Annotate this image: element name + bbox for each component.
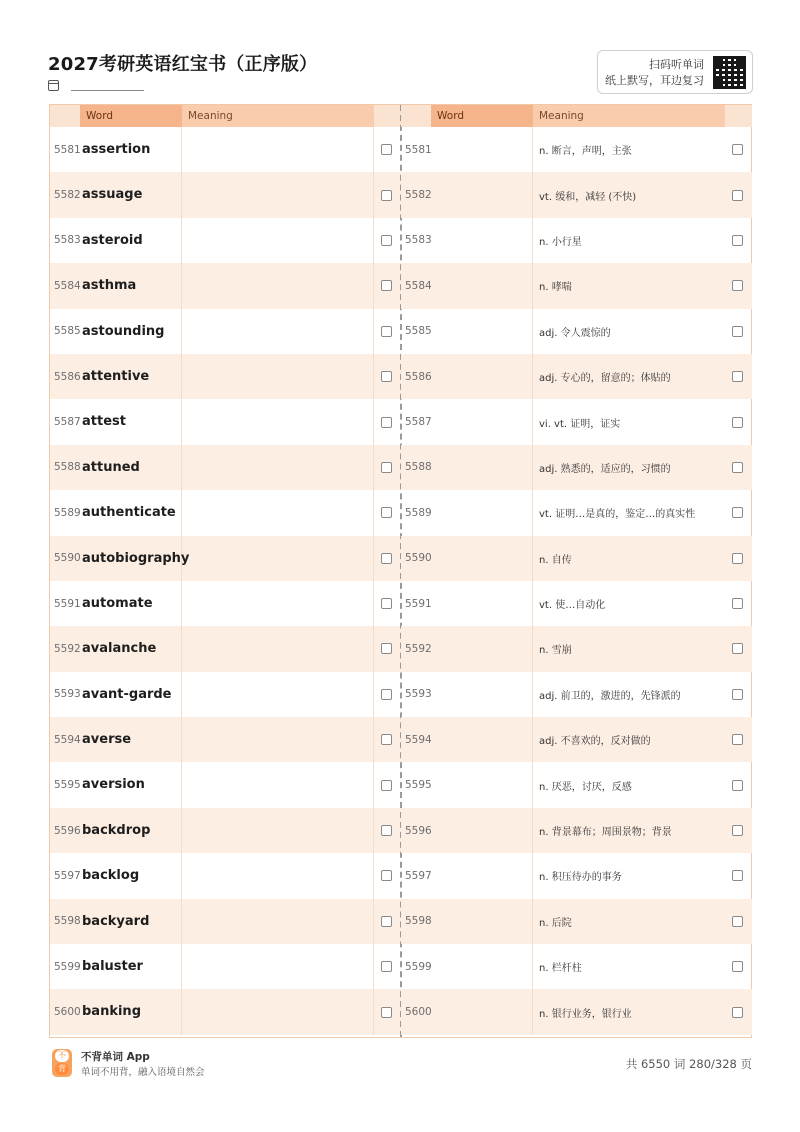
table-row xyxy=(50,944,401,989)
header-meaning: Meaning xyxy=(533,105,725,127)
meaning-blank xyxy=(182,808,374,853)
header-word: Word xyxy=(80,105,182,127)
checkbox-cell xyxy=(725,916,750,927)
row-number: 5587 xyxy=(54,416,81,429)
row-number: 5585 xyxy=(54,325,81,338)
table-row xyxy=(401,762,752,807)
row-number: 5581 xyxy=(405,143,432,156)
checkbox-cell xyxy=(374,689,399,700)
table-row xyxy=(401,445,752,490)
checkbox-icon[interactable] xyxy=(732,825,743,836)
word-text: automate xyxy=(80,581,182,626)
meaning-text: vt. 缓和，减轻 (不快) xyxy=(539,191,637,203)
checkbox-cell xyxy=(374,190,399,201)
row-number: 5597 xyxy=(405,869,432,882)
word-text: attuned xyxy=(80,445,182,490)
checkbox-cell xyxy=(374,553,399,564)
row-number: 5589 xyxy=(405,506,432,519)
word-blank xyxy=(431,853,533,898)
row-number: 5592 xyxy=(405,642,432,655)
meaning-text: adj. 不喜欢的，反对做的 xyxy=(539,736,651,748)
checkbox-cell xyxy=(374,371,399,382)
app-name: 不背单词 App xyxy=(81,1051,150,1063)
meaning-blank xyxy=(182,536,374,581)
word-blank xyxy=(431,626,533,671)
checkbox-icon[interactable] xyxy=(381,144,392,155)
word-text: assuage xyxy=(80,172,182,217)
checkbox-cell xyxy=(725,371,750,382)
checkbox-cell xyxy=(725,326,750,337)
meaning-blank xyxy=(182,853,374,898)
row-number: 5587 xyxy=(405,416,432,429)
checkbox-cell xyxy=(725,190,750,201)
page-title: 2027考研英语红宝书（正序版） xyxy=(48,54,318,75)
page-header xyxy=(48,50,753,96)
row-number: 5583 xyxy=(405,234,432,247)
checkbox-icon[interactable] xyxy=(732,417,743,428)
header-num-cell xyxy=(401,105,431,127)
checkbox-cell xyxy=(725,507,750,518)
header-word: Word xyxy=(431,105,533,127)
table-row xyxy=(50,626,401,671)
table-row xyxy=(50,762,401,807)
word-text: authenticate xyxy=(80,490,182,535)
word-text: attentive xyxy=(80,354,182,399)
row-number: 5594 xyxy=(54,733,81,746)
meaning-blank xyxy=(182,626,374,671)
checkbox-cell xyxy=(725,961,750,972)
checkbox-icon[interactable] xyxy=(381,825,392,836)
checkbox-cell xyxy=(374,961,399,972)
table-row xyxy=(401,853,752,898)
checkbox-cell xyxy=(725,734,750,745)
row-number: 5595 xyxy=(405,779,432,792)
row-number: 5596 xyxy=(405,824,432,837)
checkbox-icon[interactable] xyxy=(732,734,743,745)
checkbox-cell xyxy=(725,235,750,246)
table-row xyxy=(50,899,401,944)
row-number: 5588 xyxy=(54,461,81,474)
table-row xyxy=(50,536,401,581)
table-row xyxy=(50,808,401,853)
checkbox-icon[interactable] xyxy=(732,190,743,201)
qr-line-1: 扫码听单词 xyxy=(649,58,704,71)
word-blank xyxy=(431,218,533,263)
row-number: 5600 xyxy=(54,1006,81,1019)
left-table-body xyxy=(50,127,401,1035)
checkbox-cell xyxy=(374,825,399,836)
meaning-text: adj. 专心的，留意的；体贴的 xyxy=(539,373,671,385)
row-number: 5589 xyxy=(54,506,81,519)
row-number: 5598 xyxy=(54,915,81,928)
checkbox-cell xyxy=(374,598,399,609)
checkbox-icon[interactable] xyxy=(732,870,743,881)
page-footer xyxy=(49,1049,752,1079)
table-row xyxy=(50,717,401,762)
meaning-text: vt. 证明…是真的，鉴定…的真实性 xyxy=(539,509,696,521)
checkbox-cell xyxy=(725,598,750,609)
checkbox-icon[interactable] xyxy=(381,507,392,518)
checkbox-cell xyxy=(374,235,399,246)
checkbox-icon[interactable] xyxy=(381,190,392,201)
checkbox-icon[interactable] xyxy=(381,961,392,972)
word-text: avalanche xyxy=(80,626,182,671)
qr-panel[interactable] xyxy=(597,50,753,94)
checkbox-icon[interactable] xyxy=(732,235,743,246)
word-text: avant-garde xyxy=(80,672,182,717)
row-number: 5584 xyxy=(405,279,432,292)
row-number: 5596 xyxy=(54,824,81,837)
checkbox-icon[interactable] xyxy=(381,417,392,428)
word-text: banking xyxy=(80,989,182,1034)
meaning-blank xyxy=(182,172,374,217)
row-number: 5598 xyxy=(405,915,432,928)
meaning-blank xyxy=(182,899,374,944)
word-blank xyxy=(431,899,533,944)
table-row xyxy=(50,309,401,354)
table-row xyxy=(401,218,752,263)
word-text: backdrop xyxy=(80,808,182,853)
row-number: 5581 xyxy=(54,143,81,156)
table-row xyxy=(401,808,752,853)
checkbox-icon[interactable] xyxy=(732,144,743,155)
meaning-blank xyxy=(182,309,374,354)
table-row xyxy=(50,989,401,1034)
row-number: 5584 xyxy=(54,279,81,292)
word-text: backyard xyxy=(80,899,182,944)
word-blank xyxy=(431,399,533,444)
table-row xyxy=(401,672,752,717)
table-row xyxy=(401,127,752,172)
checkbox-icon[interactable] xyxy=(732,462,743,473)
table-row xyxy=(50,218,401,263)
meaning-blank xyxy=(182,354,374,399)
table-row xyxy=(401,989,752,1034)
meaning-text: adj. 熟悉的，适应的，习惯的 xyxy=(539,463,671,475)
checkbox-cell xyxy=(725,689,750,700)
word-text: astounding xyxy=(80,309,182,354)
meaning-text: vt. 使…自动化 xyxy=(539,600,606,612)
checkbox-cell xyxy=(725,462,750,473)
meaning-text: n. 自传 xyxy=(539,554,572,566)
row-number: 5593 xyxy=(54,688,81,701)
checkbox-icon[interactable] xyxy=(732,961,743,972)
word-text: autobiography xyxy=(80,536,182,581)
checkbox-icon[interactable] xyxy=(732,507,743,518)
table-row xyxy=(401,399,752,444)
checkbox-cell xyxy=(725,870,750,881)
table-row xyxy=(401,354,752,399)
checkbox-icon[interactable] xyxy=(381,235,392,246)
meaning-text: n. 栏杆柱 xyxy=(539,963,582,975)
word-sheet xyxy=(49,104,752,1038)
table-row xyxy=(401,581,752,626)
header-check-cell xyxy=(725,105,750,127)
table-row xyxy=(401,944,752,989)
row-number: 5600 xyxy=(405,1006,432,1019)
word-blank xyxy=(431,172,533,217)
checkbox-cell xyxy=(374,1007,399,1018)
meaning-text: n. 后院 xyxy=(539,917,572,929)
table-row xyxy=(50,354,401,399)
row-number: 5592 xyxy=(54,642,81,655)
checkbox-icon[interactable] xyxy=(381,1007,392,1018)
checkbox-cell xyxy=(374,734,399,745)
table-row xyxy=(50,672,401,717)
checkbox-icon[interactable] xyxy=(732,598,743,609)
checkbox-cell xyxy=(725,280,750,291)
word-text: aversion xyxy=(80,762,182,807)
table-row xyxy=(401,899,752,944)
app-slogan: 单词不用背，融入语境自然会 xyxy=(81,1067,205,1078)
checkbox-icon[interactable] xyxy=(381,643,392,654)
table-row xyxy=(50,581,401,626)
checkbox-cell xyxy=(725,780,750,791)
word-blank xyxy=(431,536,533,581)
table-row xyxy=(50,172,401,217)
word-blank xyxy=(431,490,533,535)
row-number: 5586 xyxy=(54,370,81,383)
checkbox-icon[interactable] xyxy=(381,280,392,291)
table-row xyxy=(401,263,752,308)
right-table-body xyxy=(401,127,752,1035)
table-row xyxy=(50,853,401,898)
meaning-blank xyxy=(182,581,374,626)
word-blank xyxy=(431,445,533,490)
meaning-blank xyxy=(182,490,374,535)
meaning-text: n. 厌恶，讨厌，反感 xyxy=(539,781,632,793)
row-number: 5585 xyxy=(405,325,432,338)
checkbox-cell xyxy=(725,1007,750,1018)
word-blank xyxy=(431,309,533,354)
meaning-blank xyxy=(182,399,374,444)
checkbox-cell xyxy=(374,462,399,473)
app-logo-icon xyxy=(52,1049,72,1077)
checkbox-icon[interactable] xyxy=(732,1007,743,1018)
meaning-blank xyxy=(182,218,374,263)
checkbox-icon[interactable] xyxy=(732,643,743,654)
checkbox-cell xyxy=(374,326,399,337)
meaning-text: n. 积压待办的事务 xyxy=(539,872,622,884)
checkbox-cell xyxy=(374,507,399,518)
checkbox-icon[interactable] xyxy=(732,780,743,791)
row-number: 5582 xyxy=(54,189,81,202)
row-number: 5590 xyxy=(54,552,81,565)
checkbox-icon[interactable] xyxy=(732,371,743,382)
checkbox-icon[interactable] xyxy=(381,689,392,700)
left-panel xyxy=(50,105,401,1037)
word-blank xyxy=(431,127,533,172)
checkbox-icon[interactable] xyxy=(381,598,392,609)
row-number: 5594 xyxy=(405,733,432,746)
row-number: 5591 xyxy=(405,597,432,610)
checkbox-cell xyxy=(374,916,399,927)
checkbox-icon[interactable] xyxy=(732,689,743,700)
row-number: 5590 xyxy=(405,552,432,565)
table-row xyxy=(401,536,752,581)
word-text: asthma xyxy=(80,263,182,308)
row-number: 5588 xyxy=(405,461,432,474)
checkbox-cell xyxy=(374,643,399,654)
word-blank xyxy=(431,581,533,626)
word-blank xyxy=(431,672,533,717)
table-row xyxy=(401,172,752,217)
word-text: backlog xyxy=(80,853,182,898)
checkbox-icon[interactable] xyxy=(381,734,392,745)
checkbox-icon[interactable] xyxy=(381,462,392,473)
meaning-blank xyxy=(182,263,374,308)
meaning-text: adj. 令人震惊的 xyxy=(539,327,611,339)
checkbox-icon[interactable] xyxy=(381,916,392,927)
checkbox-cell xyxy=(725,825,750,836)
word-blank xyxy=(431,989,533,1034)
meaning-text: n. 小行星 xyxy=(539,236,582,248)
header-check-cell xyxy=(374,105,399,127)
row-number: 5582 xyxy=(405,189,432,202)
page-info: 共 6550 词 280/328 页 xyxy=(625,1057,752,1071)
table-row xyxy=(401,717,752,762)
word-blank xyxy=(431,354,533,399)
meaning-blank xyxy=(182,127,374,172)
table-row xyxy=(50,445,401,490)
checkbox-cell xyxy=(374,870,399,881)
row-number: 5599 xyxy=(405,960,432,973)
qr-code-icon[interactable] xyxy=(713,56,746,89)
row-number: 5591 xyxy=(54,597,81,610)
word-blank xyxy=(431,263,533,308)
table-row xyxy=(50,263,401,308)
meaning-text: n. 背景幕布；周围景物；背景 xyxy=(539,827,672,839)
checkbox-icon[interactable] xyxy=(381,553,392,564)
word-text: baluster xyxy=(80,944,182,989)
word-blank xyxy=(431,808,533,853)
word-text: assertion xyxy=(80,127,182,172)
word-blank xyxy=(431,717,533,762)
qr-line-2: 纸上默写，耳边复习 xyxy=(605,74,704,87)
checkbox-icon[interactable] xyxy=(381,326,392,337)
meaning-text: n. 哮喘 xyxy=(539,282,572,294)
word-blank xyxy=(431,944,533,989)
qr-caption xyxy=(605,57,704,89)
word-text: asteroid xyxy=(80,218,182,263)
meaning-text: adj. 前卫的，激进的，先锋派的 xyxy=(539,690,681,702)
header-num-cell xyxy=(50,105,80,127)
checkbox-cell xyxy=(374,780,399,791)
table-row xyxy=(50,490,401,535)
checkbox-icon[interactable] xyxy=(381,371,392,382)
right-table-header xyxy=(401,105,752,127)
checkbox-icon[interactable] xyxy=(732,553,743,564)
word-text: averse xyxy=(80,717,182,762)
word-blank xyxy=(431,762,533,807)
word-text: attest xyxy=(80,399,182,444)
checkbox-cell xyxy=(374,417,399,428)
meaning-text: n. 断言，声明，主张 xyxy=(539,146,632,158)
left-table-header xyxy=(50,105,401,127)
row-number: 5586 xyxy=(405,370,432,383)
checkbox-cell xyxy=(374,144,399,155)
meaning-text: n. 银行业务，银行业 xyxy=(539,1008,632,1020)
row-number: 5597 xyxy=(54,869,81,882)
meaning-blank xyxy=(182,989,374,1034)
checkbox-icon[interactable] xyxy=(381,870,392,881)
checkbox-cell xyxy=(725,144,750,155)
table-row xyxy=(401,626,752,671)
table-row xyxy=(50,127,401,172)
checkbox-icon[interactable] xyxy=(732,280,743,291)
checkbox-cell xyxy=(374,280,399,291)
meaning-blank xyxy=(182,944,374,989)
checkbox-icon[interactable] xyxy=(381,780,392,791)
checkbox-icon[interactable] xyxy=(732,326,743,337)
checkbox-cell xyxy=(725,417,750,428)
table-row xyxy=(401,309,752,354)
checkbox-cell xyxy=(725,553,750,564)
date-field xyxy=(48,80,144,91)
row-number: 5595 xyxy=(54,779,81,792)
row-number: 5583 xyxy=(54,234,81,247)
meaning-text: n. 雪崩 xyxy=(539,645,572,657)
row-number: 5599 xyxy=(54,960,81,973)
meaning-blank xyxy=(182,672,374,717)
table-row xyxy=(401,490,752,535)
meaning-blank xyxy=(182,762,374,807)
checkbox-cell xyxy=(725,643,750,654)
right-panel xyxy=(401,105,752,1037)
meaning-blank xyxy=(182,717,374,762)
date-blank-line xyxy=(71,81,144,91)
row-number: 5593 xyxy=(405,688,432,701)
table-row xyxy=(50,399,401,444)
checkbox-icon[interactable] xyxy=(732,916,743,927)
header-meaning: Meaning xyxy=(182,105,374,127)
calendar-icon xyxy=(48,80,59,91)
meaning-text: vi. vt. 证明，证实 xyxy=(539,418,621,430)
meaning-blank xyxy=(182,445,374,490)
